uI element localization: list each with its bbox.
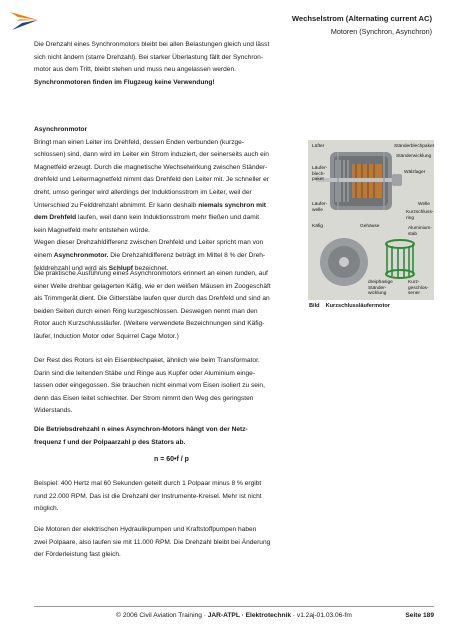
section-heading: Asynchronmotor (34, 126, 88, 133)
text-line: schlossen) sind, dann wird im Leiter ein Strom induziert, der seinerseits auch ein (34, 151, 269, 159)
paragraph-rotor (34, 355, 265, 418)
text-line: als Trimmgerät dient. Die Gitterstäbe laufen quer durch das Drehfeld und sind an (34, 295, 270, 303)
text-line: Widerstands. (34, 407, 73, 415)
text-line: frequenz f und der Polpaarzahl p des Stators ab. (34, 438, 186, 446)
text-line: Die Drehzahl eines Synchronmotors bleibt bei allen Belastungen gleich und lässt (34, 41, 270, 48)
text-line: dem Drehfeld laufen, weil dann kein Induktionsstrom mehr fließen und damit (34, 214, 260, 222)
motor-figure (308, 140, 434, 300)
text-line: Der Rest des Rotors ist ein Eisenblechpaket, ähnlich wie beim Transformator. (34, 357, 260, 364)
text-line: Die Motoren der elektrischen Hydraulikpumpen und Kraftstoffpumpen haben (34, 526, 257, 533)
text-line: Wegen dieser Drehzahldifferenz zwischen Drehfeld und Leiter spricht man von (34, 239, 264, 247)
text-line: motor aus dem Tritt, bleibt stehen und muss neu angelassen werden. (34, 66, 236, 74)
text-line: einem Asynchronmotor. Die Drehzahldifferenz beträgt im Mittel 8 % der Dreh- (34, 251, 266, 259)
label-luefter: Lüfter (312, 144, 325, 149)
page-number: Seite 189 (405, 612, 434, 619)
text-line: läufer, Induction Motor oder Squirrel Cage Motor.) (34, 332, 179, 340)
paragraph-pumpen (34, 524, 270, 562)
figure-caption (309, 303, 396, 309)
paragraph-synchronmotor (34, 39, 269, 89)
footer-divider (34, 606, 434, 607)
text-line: möglich. (34, 505, 59, 513)
label-kurzgeschlossener: Kurz- geschlos- sener (408, 280, 429, 297)
text-line: Beispiel: 400 Hertz mal 60 Sekunden geteilt durch 1 Polpaar minus 8 % ergibt (34, 480, 262, 487)
section-asynchronmotor (34, 124, 269, 275)
company-logo-icon (8, 4, 42, 36)
text-line: einer Welle drehbar gelagerten Käfig, wie er den weißen Mäusen im Zoogeschäft (34, 282, 271, 290)
figure-caption-label: Bild (309, 303, 320, 309)
text-line: sich nicht ändern (starre Drehzahl). Bei starker Überlastung fällt der Synchron- (34, 53, 264, 61)
text-line: Die praktische Ausführung eines Asynchronmotors erinnert an einen runden, auf (34, 270, 268, 277)
label-waelzlager: Wälzlager (404, 170, 426, 175)
text-line-emphasis: Synchronmotoren finden im Flugzeug keine Verwendung! (34, 78, 215, 86)
paragraph-betriebsdrehzahl (34, 424, 248, 449)
text-line: Unterschied zu Felddrehzahl abnimmt. Er kann deshalb niemals synchron mit (34, 201, 266, 209)
paragraph-beispiel (34, 478, 262, 516)
text-line: denn das Eisen leitet schlechter. Der Strom nimmt den Weg des geringsten (34, 394, 254, 402)
text-line: Die Betriebsdrehzahl n eines Asynchron-Motors hängt von der Netz- (34, 426, 248, 433)
text-line: drehfeld und Leitermagnetfeld nimmt das Drehfeld den Leiter mit. Je schneller er (34, 176, 269, 184)
label-kaefig: Käfig (312, 224, 323, 229)
text-line: Darin sind die leitenden Stäbe und Ringe aus Kupfer oder Aluminium einge- (34, 369, 256, 377)
label-kurzschlussring: Kurzschluss- ring (406, 210, 434, 221)
label-dreiphasige-staenderwicklung: dreiphasige Ständer- wicklung (368, 280, 393, 297)
label-gehaeuse: Gehäuse (360, 224, 380, 229)
text-line: Magnetfeld erzeugt. Durch die magnetische Wechselwirkung zwischen Ständer- (34, 163, 268, 171)
text-line: kein Magnetfeld mehr entstehen würde. (34, 226, 150, 234)
text-line: Bringt man einen Leiter ins Drehfeld, dessen Enden verbunden (kurzge- (34, 138, 245, 146)
text-line: lassen oder eingegossen. Sie brauchen nicht einmal vom Eisen isoliert zu sein, (34, 382, 265, 390)
text-line: felddrehzahl und wird als Schlupf bezeichnet. (34, 264, 169, 272)
text-line: rund 22.000 RPM. Das ist die Drehzahl der Instrumente-Kreisel. Mehr ist nicht (34, 492, 262, 500)
text-line: Rotor auch Kurzschlussläufer. (Weitere verwendete Bezeichnungen sind Käfig- (34, 320, 265, 328)
text-line: beiden Seiten durch einen Ring kurzgeschlossen. Deswegen nennt man den (34, 307, 258, 315)
label-laeuferwelle: Läufer- welle (312, 202, 328, 213)
paragraph-ausfuehrung (34, 268, 271, 344)
text-line: der Förderleistung fast gleich. (34, 551, 121, 559)
label-welle: Welle (418, 202, 430, 207)
label-staenderwicklung: Ständerwicklung (396, 154, 432, 159)
text-line: zwei Polpaare, also laufen sie mit 11.000 RPM. Die Drehzahl bleibt bei Änderung (34, 538, 271, 546)
label-staenderblechpaket: Ständerblechpaket (394, 144, 434, 149)
header-title: Wechselstrom (Alternating current AC) (291, 14, 432, 23)
label-laeuferblechpaket: Läufer- blech- paket (312, 166, 328, 183)
figure-caption-text: Kurzschlussläufermotor (325, 303, 390, 309)
footer-copyright: © 2006 Civil Aviation Training · JAR-ATPL · Elektrotechnik · v1.2aj-01.03.06-fm (116, 612, 352, 619)
header-subtitle: Motoren (Synchron, Asynchron) (330, 27, 432, 36)
text-line: dreht, umso geringer wird allerdings der Induktionsstrom im Leiter, weil der (34, 188, 252, 196)
label-aluminiumstab: Aluminium- stab (408, 226, 432, 237)
formula: n = 60•f / p (154, 456, 189, 463)
